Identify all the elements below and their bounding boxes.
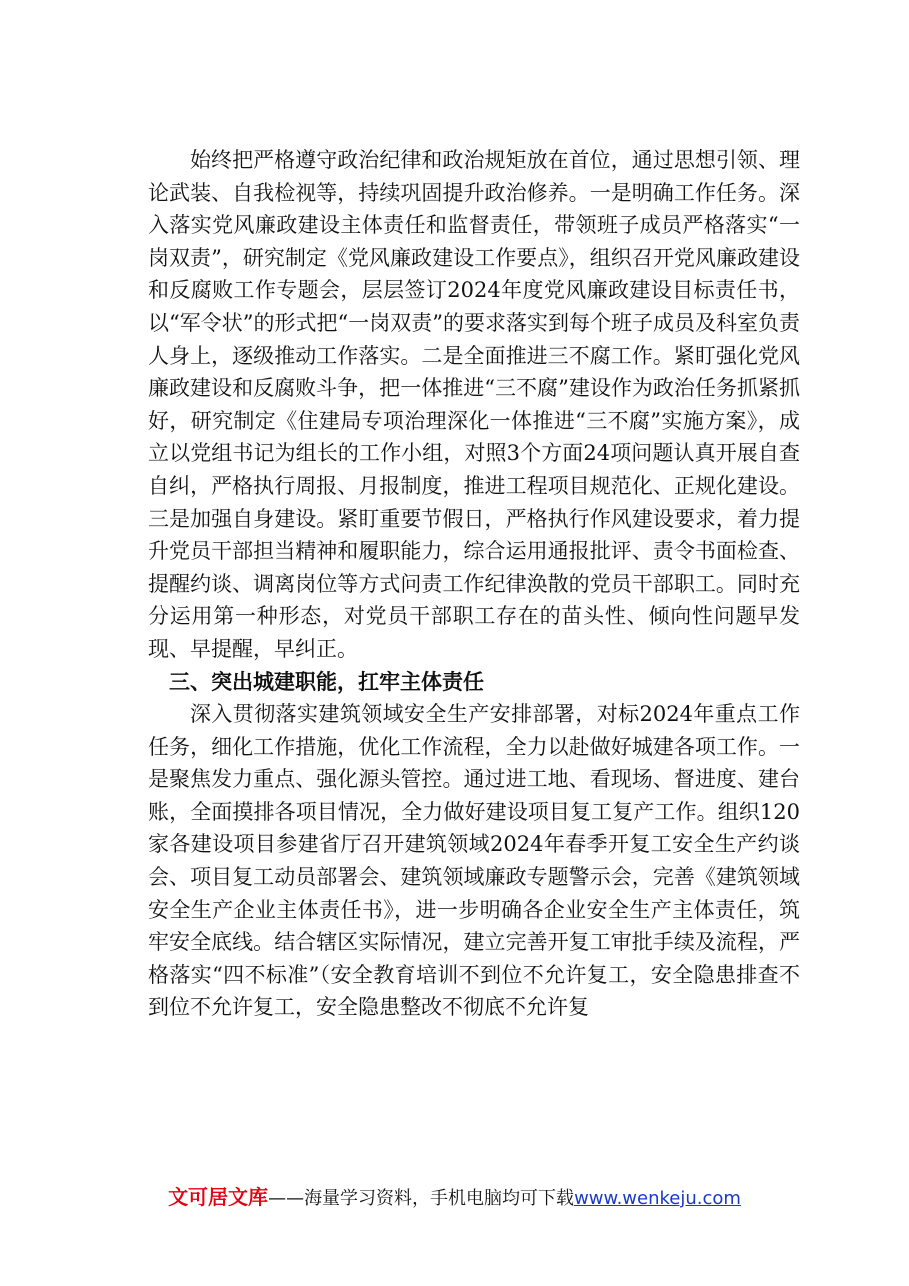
body-paragraph-1: 始终把严格遵守政治纪律和政治规矩放在首位，通过思想引领、理论武装、自我检视等，持续巩固提升政治修养。一是明确工作任务。深入落实党风廉政建设主体责任和监督责任，带领班子成员严格落实“一岗双责”，研究制定《党风廉政建设工作要点》，组织召开党风廉政建设和反腐败工作专题会，层层签订2024年度党风廉政建设目标责任书，以“军令状”的形式把“一岗双责”的要求落实到每个班子成员及科室负责人身上，逐级推动工作落实。二是全面推进三不腐工作。紧盯强化党风廉政建设和反腐败斗争，把一体推进“三不腐”建设作为政治任务抓紧抓好，研究制定《住建局专项治理深化一体推进“三不腐”实施方案》，成立以党组书记为组长的工作小组，对照3个方面24项问题认真开展自查自纠，严格执行周报、月报制度，推进工程项目规范化、正规化建设。三是加强自身建设。紧盯重要节假日，严格执行作风建设要求，着力提升党员干部担当精神和履职能力，综合运用通报批评、责令书面检查、提醒约谈、调离岗位等方式问责工作纪律涣散的党员干部职工。同时充分运用第一种形态，对党员干部职工存在的苗头性、倾向性问题早发现、早提醒，早纠正。: [148, 148, 800, 661]
footer-banner: [0, 1183, 909, 1213]
footer-url-link[interactable]: www.wenkeju.com: [574, 1188, 741, 1209]
body-paragraph-2: 深入贯彻落实建筑领域安全生产安排部署，对标2024年重点工作任务，细化工作措施，优化工作流程，全力以赴做好城建各项工作。一是聚焦发力重点、强化源头管控。通过进工地、看现场、督进度、建台账，全面摸排各项目情况，全力做好建设项目复工复产工作。组织120家各建设项目参建省厅召开建筑领域2024年春季开复工安全生产约谈会、项目复工动员部署会、建筑领域廉政专题警示会，完善《建筑领域安全生产企业主体责任书》，进一步明确各企业安全生产主体责任，筑牢安全底线。结合辖区实际情况，建立完善开复工审批手续及流程，严格落实“四不标准”（安全教育培训不到位不允许复工，安全隐患排查不到位不允许复工，安全隐患整改不彻底不允许复: [148, 702, 800, 1020]
section-heading: 三、突出城建职能，扛牢主体责任: [169, 669, 484, 694]
footer-brand: 文可居文库: [168, 1185, 269, 1209]
document-body: [148, 144, 800, 1024]
footer-tagline: ——海量学习资料，手机电脑均可下载: [268, 1188, 575, 1209]
